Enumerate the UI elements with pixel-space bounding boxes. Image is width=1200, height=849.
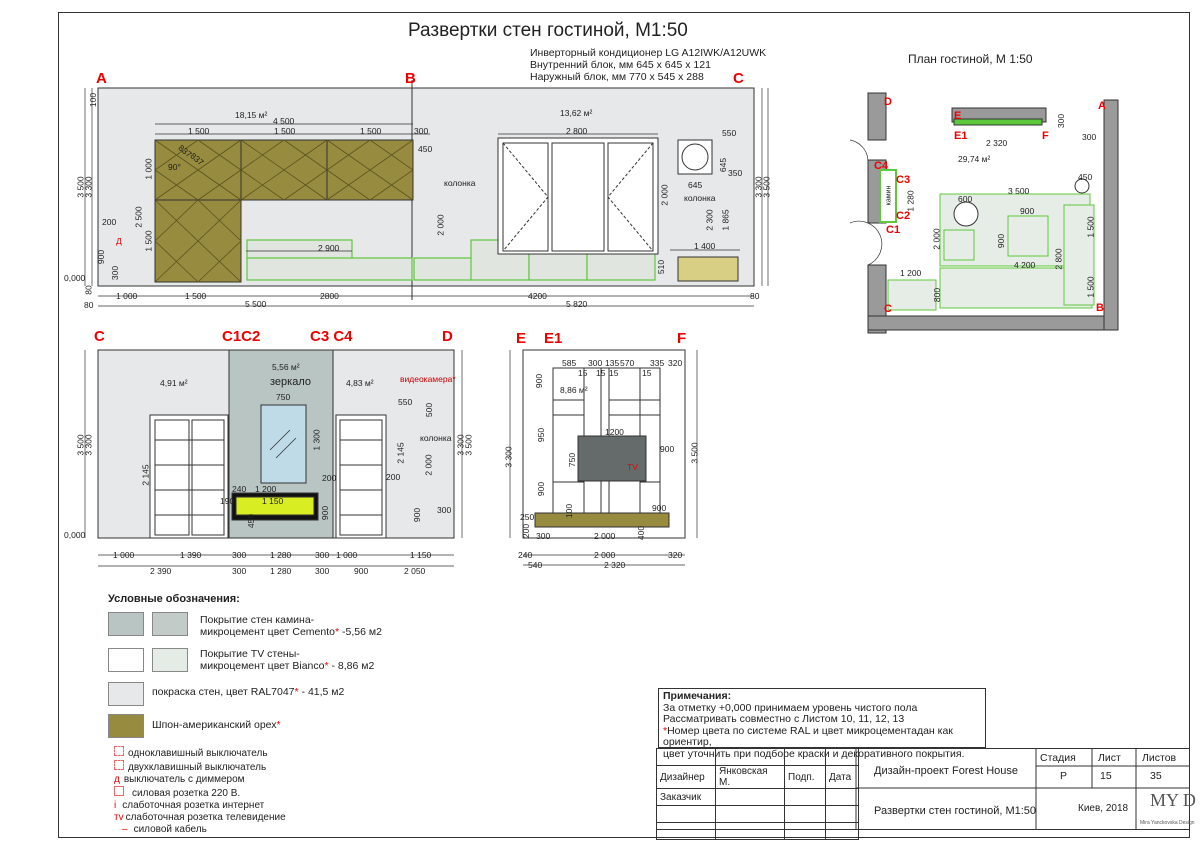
legend-text: - 8,86 м2 <box>328 660 375 672</box>
dim: 1 500 <box>143 230 154 252</box>
plan-label-c1: C1 <box>886 224 901 236</box>
dim: 3 300 <box>753 176 764 198</box>
dim: 80 <box>750 291 760 301</box>
dim: 250 <box>520 512 535 522</box>
dim: 900 <box>354 566 369 576</box>
dim: 2 000 <box>435 214 446 236</box>
dim: 2 500 <box>133 206 144 228</box>
legend-text: выключатель с диммером <box>123 774 245 785</box>
axis-label-a: A <box>96 70 107 87</box>
legend-title: Условные обозначения: <box>108 593 240 605</box>
label-kolonka: колонка <box>684 193 716 203</box>
ac-note-line: Внутренний блок, мм 645 х 645 х 121 <box>530 59 711 71</box>
dim: 300 <box>588 358 603 368</box>
designer-name: Янковская М. <box>716 766 785 789</box>
dim: 320 <box>668 358 683 368</box>
dim: 1 500 <box>185 291 207 301</box>
fireplace-label: камин <box>885 185 893 206</box>
dim: 585 <box>562 358 577 368</box>
axis-label-c3c4: C3 C4 <box>310 328 353 345</box>
dim: 1 400 <box>694 241 716 251</box>
dim: 190 <box>220 496 235 506</box>
area-label: 8,86 м² <box>560 385 588 395</box>
dim: 1 500 <box>274 126 296 136</box>
dim: 1 150 <box>262 496 284 506</box>
legend-text: силовой кабель <box>133 824 207 835</box>
legend-item-cemento: Покрытие стен камина- микроцемент цвет Cemento* -5,56 м2 <box>200 614 382 638</box>
dim: 1 200 <box>255 484 277 494</box>
dim: 900 <box>996 233 1007 249</box>
tv-socket-mark: TV <box>627 462 638 472</box>
dim: 400 <box>636 525 647 541</box>
diag-label: 837 <box>188 150 206 168</box>
dim: 2 900 <box>318 243 340 253</box>
tv-socket-icon: тv <box>114 812 124 823</box>
dim: 3 500 <box>463 434 474 456</box>
notes-line: цвет уточнить при подборе краски и декоративного покрытия. <box>663 747 965 760</box>
axis-label-c-2: C <box>94 328 105 345</box>
dim: 3 500 <box>1008 186 1030 196</box>
plan-label-c: C <box>884 303 892 315</box>
level-mark: 0,000 <box>64 530 86 540</box>
legend-text: Покрытие стен камина- <box>200 614 315 626</box>
dim: 900 <box>96 249 107 265</box>
dim: 15 <box>609 368 619 378</box>
dim: 2 800 <box>1053 248 1064 270</box>
dim: 2 800 <box>566 126 588 136</box>
dim: 80 <box>83 285 94 295</box>
dim: 300 <box>536 531 551 541</box>
legend-text: микроцемент цвет Bianco <box>200 660 325 672</box>
dim: 2 000 <box>594 531 616 541</box>
plan-label-b: B <box>1096 302 1104 314</box>
dim: 2 320 <box>604 560 626 570</box>
dim: 300 <box>414 126 429 136</box>
plan-label-e1: E1 <box>954 130 968 142</box>
legend-text: слаботочная розетка интернет <box>122 800 265 811</box>
dim: 3 300 <box>503 446 514 468</box>
dim: 200 <box>386 472 401 482</box>
dim: 1 000 <box>116 291 138 301</box>
power-cable-icon: – <box>122 824 128 835</box>
dim: 240 <box>232 484 247 494</box>
area-label: 5,56 м² <box>272 362 300 372</box>
switch-dimmer-mark: Д <box>116 236 122 246</box>
area-label: 4,91 м² <box>160 378 188 388</box>
dim: 4200 <box>528 291 547 301</box>
dim: 1 390 <box>180 550 202 560</box>
dim: 300 <box>1056 113 1067 129</box>
notes-title: Примечания: <box>663 690 732 702</box>
axis-label-e1: E1 <box>544 330 563 347</box>
dim: 450 <box>246 513 257 529</box>
dim: 2800 <box>320 291 339 301</box>
notes-line: Рассматривать совместно с Листом 10, 11, 12, 13 <box>663 713 905 725</box>
dim: 4 200 <box>1014 260 1036 270</box>
designer-label: Дизайнер <box>657 766 716 789</box>
logo-subtitle: Mira Yanckovska Design <box>1140 820 1195 826</box>
dim: 900 <box>534 373 545 389</box>
dim: 2 050 <box>404 566 426 576</box>
sheet-title: Развертки стен гостиной, М1:50 <box>408 20 688 41</box>
level-mark: 0,000 <box>64 273 86 283</box>
stage-value: Р <box>1060 770 1068 782</box>
dim: 1 300 <box>311 429 322 451</box>
notes-line: За отметку +0,000 принимаем уровень чистого пола <box>663 701 918 714</box>
label-kolonka: колонка <box>444 178 476 188</box>
dim: 4 500 <box>273 116 295 126</box>
sheet-number-label: Лист <box>1098 752 1121 764</box>
sheets-count-label: Листов <box>1142 752 1177 764</box>
axis-label-c1c2: C1C2 <box>222 328 261 345</box>
dimmer-icon: д <box>114 774 120 785</box>
dim: 300 <box>315 566 330 576</box>
notes-line: Номер цвета по системе RAL и цвет микроцементадан как ориентир, <box>663 724 953 748</box>
dim: 900 <box>1020 206 1035 216</box>
logo: MY D <box>1150 790 1196 810</box>
dim: 3 300 <box>455 434 466 456</box>
dim: 1 500 <box>1085 276 1096 298</box>
axis-label-c: C <box>733 70 744 87</box>
dim: 750 <box>276 392 291 402</box>
sheets-count: 35 <box>1150 770 1162 782</box>
dim: 300 <box>232 566 247 576</box>
dim: 350 <box>728 168 743 178</box>
plan-label-c4: C4 <box>874 160 889 172</box>
dim: 1 500 <box>1085 216 1096 238</box>
dim: 80 <box>84 300 94 310</box>
legend-text: одноклавишный выключатель <box>128 748 268 759</box>
dim: 3 500 <box>75 176 86 198</box>
legend-text: микроцемент цвет Cemento <box>200 626 335 638</box>
dim: 1 000 <box>113 550 135 560</box>
ac-note-line: Инверторный кондиционер LG A12IWK/A12UWK <box>530 47 767 59</box>
plan-area: 29,74 м² <box>958 154 991 164</box>
axis-label-e: E <box>516 330 527 347</box>
dim: 1 000 <box>143 158 154 180</box>
dim: 5 820 <box>566 299 588 309</box>
dim: 15 <box>578 368 588 378</box>
legend-text: силовая розетка 220 В. <box>132 788 241 799</box>
customer-label: Заказчик <box>657 789 716 806</box>
plan-label-e: E <box>954 110 962 122</box>
dim: 100 <box>88 92 99 108</box>
dim: 550 <box>398 397 413 407</box>
dim: 3 300 <box>83 434 94 456</box>
plan-title: План гостиной, М 1:50 <box>908 52 1033 66</box>
date-label: Дата <box>826 766 859 789</box>
dim: 2 000 <box>423 454 434 476</box>
dim: 1 280 <box>905 190 916 212</box>
sign-label: Подп. <box>785 766 826 789</box>
dim: 3 300 <box>83 176 94 198</box>
dim: 2 145 <box>140 464 151 486</box>
project-name: Дизайн-проект Forest House <box>874 765 1019 777</box>
dim: 1 200 <box>900 268 922 278</box>
dim: 1 500 <box>188 126 210 136</box>
dim: 3 500 <box>75 434 86 456</box>
plan-label-c3: C3 <box>896 174 911 186</box>
plan-label-a: A <box>1098 100 1106 112</box>
area-label: 4,83 м² <box>346 378 374 388</box>
dim: 300 <box>110 265 121 281</box>
dim: 2 000 <box>659 184 670 206</box>
dim: 15 <box>642 368 652 378</box>
axis-label-b: B <box>405 70 416 87</box>
diag-label: 837 <box>176 142 194 160</box>
sheet-name: Развертки стен гостиной, М1:50 <box>874 805 1037 817</box>
dim: 2 000 <box>594 550 616 560</box>
dim: 5 500 <box>245 299 267 309</box>
dim: 900 <box>652 503 667 513</box>
dim: 550 <box>722 128 737 138</box>
mirror-label: зеркало <box>270 376 311 388</box>
dim: 300 <box>315 550 330 560</box>
dim: 1 280 <box>270 550 292 560</box>
plan-label-f: F <box>1042 130 1049 142</box>
dim: 2 390 <box>150 566 172 576</box>
dim: 200 <box>322 473 337 483</box>
dim: 320 <box>668 550 683 560</box>
area-left: 18,15 м² <box>235 110 268 120</box>
dim: 2 000 <box>931 228 942 250</box>
dim: 15 <box>596 368 606 378</box>
dim: 300 <box>1082 132 1097 142</box>
angle-label: 90° <box>168 162 181 172</box>
dim: 200 <box>521 523 532 539</box>
legend-text: двухклавишный выключатель <box>128 762 267 773</box>
legend-text: -5,56 м2 <box>339 626 382 638</box>
stage-label: Стадия <box>1040 752 1076 764</box>
sheet-number: 15 <box>1100 770 1112 782</box>
notes-box: Примечания: За отметку +0,000 принимаем уровень чистого пола Рассматривать совместно с Листом 10, 11, 12, 13 *Номер цвета по системе RAL и цвет микроцементадан как ориентир, цвет уточнить при подборе краски и декоративного покрытия. <box>658 688 986 748</box>
axis-label-f: F <box>677 330 687 347</box>
dim: 540 <box>528 560 543 570</box>
dim: 450 <box>418 144 433 154</box>
dim: 1200 <box>605 427 624 437</box>
dim: 200 <box>102 217 117 227</box>
dim: 335 <box>650 358 665 368</box>
dim: 135 <box>605 358 620 368</box>
dim: 300 <box>437 505 452 515</box>
dim: 900 <box>660 444 675 454</box>
dim: 3 500 <box>689 442 700 464</box>
dim: 1 000 <box>336 550 358 560</box>
dim: 1 150 <box>410 550 432 560</box>
dim: 645 <box>688 180 703 190</box>
legend-text: Шпон-американский орех <box>152 719 277 731</box>
legend-text: Покрытие TV стены- <box>200 648 300 660</box>
legend-text: слаботочная розетка телевидение <box>125 812 286 823</box>
dim: 900 <box>412 507 423 523</box>
legend-text: - 41,5 м2 <box>298 686 345 698</box>
dim: 1 865 <box>720 209 731 231</box>
internet-socket-icon: i <box>114 800 117 811</box>
area-right: 13,62 м² <box>560 108 593 118</box>
dim: 2 300 <box>704 209 715 231</box>
dim: 1 280 <box>270 566 292 576</box>
plan-label-d: D <box>884 96 892 108</box>
dim: 100 <box>564 503 575 519</box>
dim: 800 <box>932 287 943 303</box>
dim: 645 <box>718 157 729 173</box>
dim: 450 <box>1078 172 1093 182</box>
videocam-label: видеокамера* <box>400 374 456 384</box>
legend-text: покраска стен, цвет RAL7047 <box>152 686 295 698</box>
dim: 240 <box>518 550 533 560</box>
dim: 750 <box>567 452 578 468</box>
ac-note-line: Наружный блок, мм 770 х 545 х 288 <box>530 71 704 83</box>
legend-item-walnut: Шпон-американский орех* <box>152 719 281 731</box>
dim: 500 <box>424 402 435 418</box>
legend-item-bianco: Покрытие TV стены- микроцемент цвет Bianco* - 8,86 м2 <box>200 648 375 672</box>
dim: 3 500 <box>761 176 772 198</box>
dim: 510 <box>656 259 667 275</box>
dim: 2 145 <box>395 442 406 464</box>
dim: 570 <box>620 358 635 368</box>
dim: 900 <box>320 505 331 521</box>
axis-label-d: D <box>442 328 453 345</box>
label-kolonka: колонка <box>420 433 452 443</box>
dim: 600 <box>958 194 973 204</box>
plan-label-c2: C2 <box>896 210 911 222</box>
dim: 900 <box>536 481 547 497</box>
dim: 950 <box>536 427 547 443</box>
legend-item-ral: покраска стен, цвет RAL7047* - 41,5 м2 <box>152 686 345 698</box>
dim: 1 500 <box>360 126 382 136</box>
city-year: Киев, 2018 <box>1078 803 1129 814</box>
dim: 2 320 <box>986 138 1008 148</box>
dim: 300 <box>232 550 247 560</box>
